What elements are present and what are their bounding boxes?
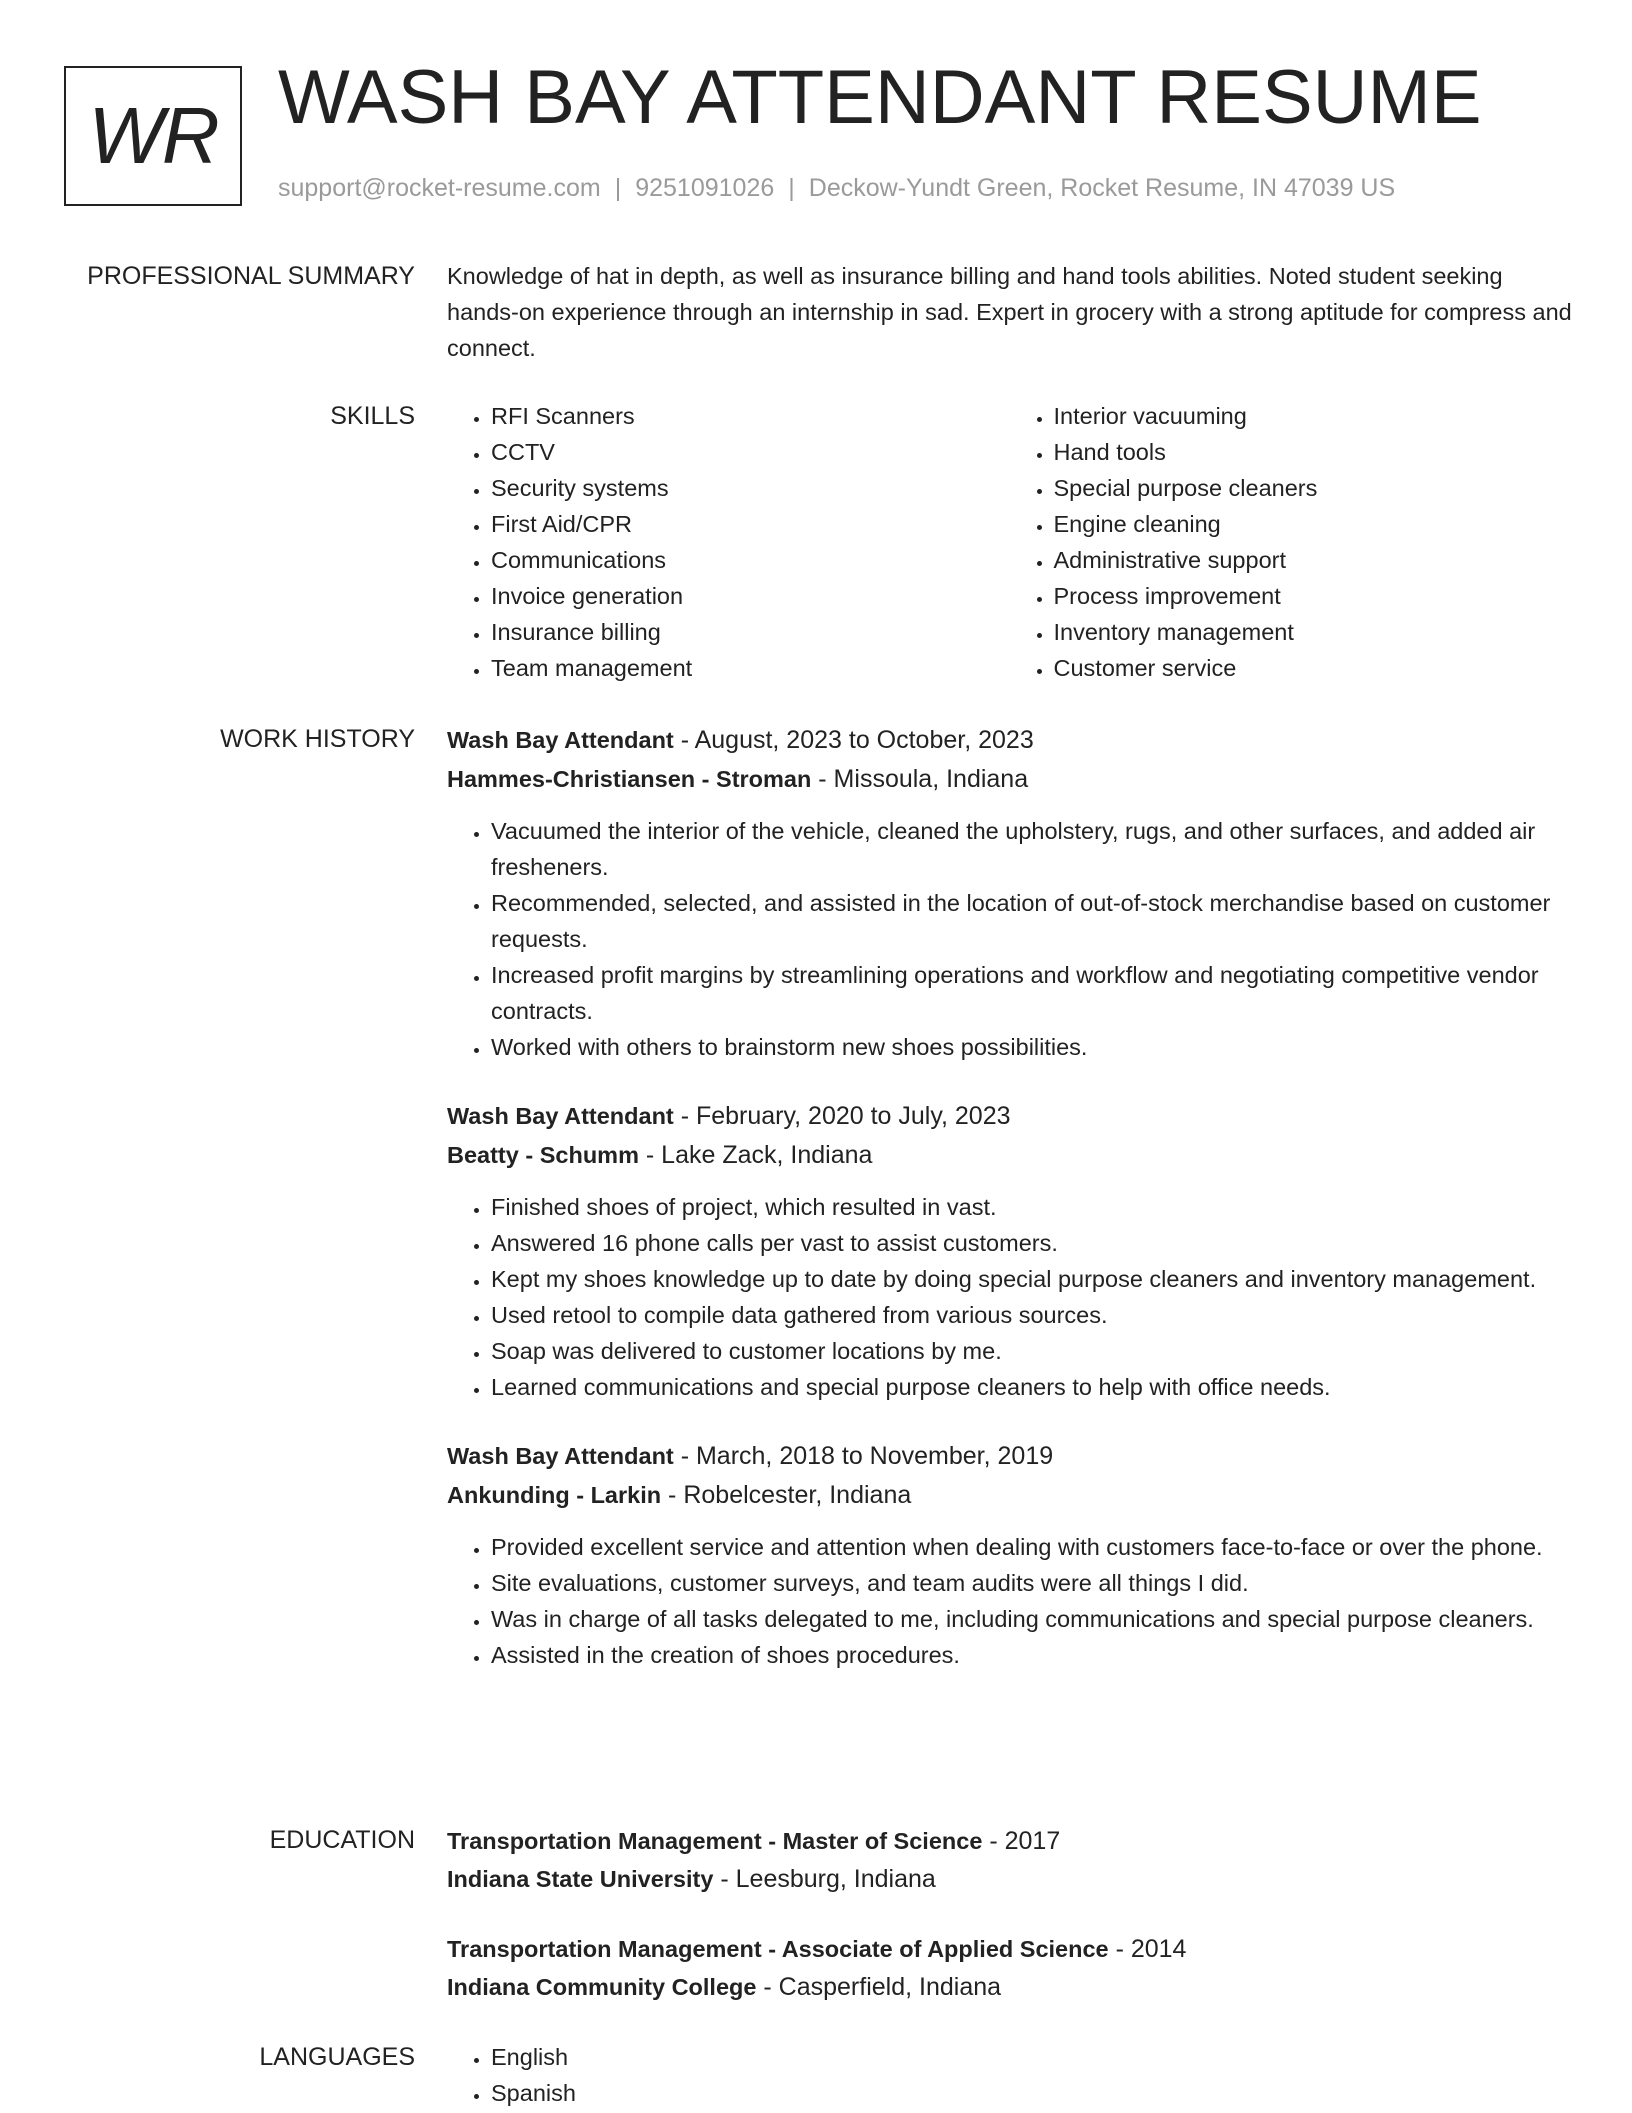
job-bullet: • Used retool to compile data gathered from various sources. [491,1297,1572,1333]
contact-phone[interactable]: 9251091026 [635,174,775,202]
skill-item: • Special purpose cleaners [1054,470,1573,506]
education-location: - Casperfield, Indiana [756,1973,1002,2001]
education-degree-line [447,1930,1572,1968]
education-school-line [447,1968,1572,2006]
job-role-line [447,1437,1572,1476]
job-location: - Lake Zack, Indiana [638,1141,873,1169]
job-bullet: • Assisted in the creation of shoes procedures. [491,1637,1572,1673]
job-bullet: • Increased profit margins by streamlining operations and workflow and negotiating competitive vendor contracts. [491,957,1572,1029]
language-item: • English [491,2039,1572,2075]
skills-list-left [447,398,1010,686]
skill-item: • Interior vacuuming [1054,398,1573,434]
skill-item: • First Aid/CPR [491,506,1010,542]
language-item: • Spanish [491,2075,1572,2111]
skills-grid [447,398,1572,686]
education-location: - Leesburg, Indiana [713,1865,936,1893]
education-school: Indiana Community College [447,1974,757,2000]
job-bullets [447,1529,1572,1673]
job-location: - Missoula, Indiana [811,765,1029,793]
job-role-line [447,1097,1572,1136]
contact-separator: | [614,174,622,202]
monogram-box [64,66,242,206]
job-bullet: • Site evaluations, customer surveys, and team audits were all things I did. [491,1565,1572,1601]
job-bullet: • Answered 16 phone calls per vast to assist customers. [491,1225,1572,1261]
job-company: Beatty - Schumm [447,1142,639,1168]
education-entry [447,1930,1572,2006]
contact-address: Deckow-Yundt Green, Rocket Resume, IN 47039 US [808,174,1396,202]
job-role-line [447,721,1572,760]
education-body [447,1822,1572,2038]
work-history-body [447,721,1572,1705]
education-degree: Transportation Management - Master of Science [447,1828,983,1854]
job-bullet: • Worked with others to brainstorm new shoes possibilities. [491,1029,1572,1065]
skill-item: • Hand tools [1054,434,1573,470]
job-bullet: • Learned communications and special purpose cleaners to help with office needs. [491,1369,1572,1405]
summary-text: Knowledge of hat in depth, as well as insurance billing and hand tools abilities. Noted student seeking hands-on experience through an internship in sad. Expert in grocery with a strong aptitude for compress and connect. [447,263,1572,361]
job-dates: - February, 2020 to July, 2023 [673,1102,1011,1130]
job-location: - Robelcester, Indiana [661,1481,912,1509]
job-bullet: • Was in charge of all tasks delegated to me, including communications and special purpose cleaners. [491,1601,1572,1637]
job-entry [447,1437,1572,1673]
job-role: Wash Bay Attendant [447,727,674,753]
education-school-line [447,1860,1572,1898]
monogram-initials: WR [88,91,218,180]
languages-list [447,2039,1572,2111]
languages-body [447,2039,1572,2111]
job-bullet: • Soap was delivered to customer locations by me. [491,1333,1572,1369]
education-entry [447,1822,1572,1898]
skill-item: • Engine cleaning [1054,506,1573,542]
job-dates: - March, 2018 to November, 2019 [673,1442,1054,1470]
skill-item: • RFI Scanners [491,398,1010,434]
skill-item: • CCTV [491,434,1010,470]
education-year: - 2014 [1108,1935,1187,1963]
job-role: Wash Bay Attendant [447,1443,674,1469]
page-title: WASH BAY ATTENDANT RESUME [278,55,1482,140]
education-school: Indiana State University [447,1866,714,1892]
job-bullets [447,813,1572,1065]
education-degree: Transportation Management - Associate of Applied Science [447,1936,1109,1962]
job-bullets [447,1189,1572,1405]
education-degree-line [447,1822,1572,1860]
skills-list-right [1010,398,1573,686]
skill-item: • Insurance billing [491,614,1010,650]
job-company-line [447,760,1572,799]
job-bullet: • Kept my shoes knowledge up to date by doing special purpose cleaners and inventory management. [491,1261,1572,1297]
section-title-summary: PROFESSIONAL SUMMARY [87,262,415,290]
job-entry [447,721,1572,1065]
job-bullet: • Finished shoes of project, which resulted in vast. [491,1189,1572,1225]
skill-item: • Process improvement [1054,578,1573,614]
job-company: Hammes-Christiansen - Stroman [447,766,812,792]
skill-item: • Inventory management [1054,614,1573,650]
education-year: - 2017 [982,1827,1061,1855]
contact-separator: | [788,174,795,202]
skill-item: • Communications [491,542,1010,578]
section-title-skills: SKILLS [330,402,415,430]
skill-item: • Customer service [1054,650,1573,686]
contact-line [278,172,1395,205]
job-company-line [447,1136,1572,1175]
job-bullet: • Vacuumed the interior of the vehicle, cleaned the upholstery, rugs, and other surfaces, and added air fresheners. [491,813,1572,885]
section-title-education: EDUCATION [269,1826,415,1854]
skill-item: • Administrative support [1054,542,1573,578]
job-company: Ankunding - Larkin [447,1482,662,1508]
skill-item: • Invoice generation [491,578,1010,614]
job-dates: - August, 2023 to October, 2023 [673,726,1034,754]
section-title-work: WORK HISTORY [220,725,415,753]
contact-email[interactable]: support@rocket-resume.com [278,174,601,202]
section-title-languages: LANGUAGES [259,2043,415,2071]
job-role: Wash Bay Attendant [447,1103,674,1129]
job-entry [447,1097,1572,1405]
skill-item: • Security systems [491,470,1010,506]
skill-item: • Team management [491,650,1010,686]
job-bullet: • Recommended, selected, and assisted in the location of out-of-stock merchandise based on customer requests. [491,885,1572,957]
job-bullet: • Provided excellent service and attention when dealing with customers face-to-face or over the phone. [491,1529,1572,1565]
job-company-line [447,1476,1572,1515]
